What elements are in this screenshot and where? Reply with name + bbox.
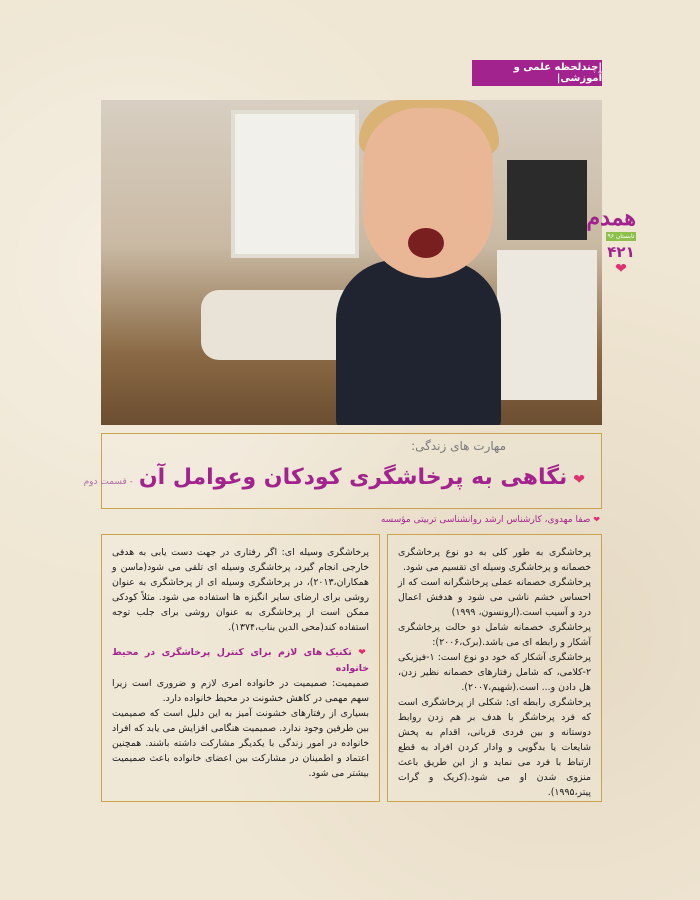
section-tag: |چندلحظه علمی و آموزشی|: [472, 60, 602, 86]
heart-icon: ❤: [573, 472, 585, 488]
paragraph: صمیمیت: صمیمیت در خانواده امری لازم و ضروری است زیرا سهم مهمی در کاهش خشونت در محیط خانواده دارد.: [112, 678, 369, 704]
photo-tv: [507, 160, 587, 240]
author-line: [381, 515, 600, 525]
subheading-text: تکنیک های لازم برای کنترل پرخاشگری در محیط خانواده: [112, 647, 369, 674]
author-text: صفا مهدوی، کارشناس ارشد روانشناسی تربیتی مؤسسه: [380, 515, 591, 525]
subheading: [112, 645, 369, 676]
magazine-season: تابستان ۹۶: [607, 233, 635, 240]
photo-boy-mouth: [408, 228, 444, 258]
magazine-logo: [586, 205, 636, 277]
heart-icon: ❤: [615, 261, 627, 277]
text-column-left: [101, 534, 380, 802]
photo-window: [231, 110, 359, 258]
paragraph: پرخاشگری خصمانه شامل دو حالت پرخاشگری آشکار و رابطه ای می باشد.(برک،۲۰۰۶):: [398, 622, 591, 648]
article-title-row: [84, 465, 585, 490]
paragraph: پرخاشگری خصمانه عملی پرخاشگرانه است که از احساس خشم ناشی می شود و هدفش اعمال درد و آسیب است.(ارونسون، ۱۹۹۹): [398, 577, 591, 618]
magazine-name: همدم: [586, 205, 636, 231]
paragraph: بسیاری از رفتارهای خشونت آمیز به این دلیل است که صمیمیت بین طرفین وجود ندارد. صمیمیت هنگامی افزایش می یابد که افراد خانواده در امور زندگی با یکدیگر مشارکت داشته باشند. همچنین اعتماد و اطمینان در مشارکت بین اعضای خانواده باعث صمیمیت بیشتر می شود.: [112, 708, 369, 779]
heart-icon: ❤: [593, 515, 600, 524]
paragraph: پرخاشگری وسیله ای: اگر رفتاری در جهت دست یابی به هدفی خارجی انجام گیرد، پرخاشگری وسیله ای تلقی می شود(ماسن و همکاران،۲۰۱۳)، در پرخاشگری وسیله ای از پرخاشگری به عنوان روشی برای ارضای سایر انگیزه ها استفاده می شود. مثلاً کودکی ممکن است از پرخاشگری به عنوان روشی برای جلب توجه استفاده کند(محی الدین بناب،۱۳۷۴).: [112, 547, 369, 633]
paragraph: پرخاشگری آشکار که خود دو نوع است: ۱-فیزیکی ۲-کلامی، که شامل رفتارهای خصمانه نظیر زدن، هل دادن و... است.(شهیم،۲۰۰۷).: [398, 652, 591, 693]
text-column-right: [387, 534, 602, 802]
photo-shelf: [497, 250, 597, 400]
article-kicker: مهارت های زندگی:: [411, 439, 506, 453]
heart-icon: ❤: [358, 648, 369, 658]
paragraph: پرخاشگری رابطه ای: شکلی از پرخاشگری است که فرد پرخاشگر با هدف بر هم زدن روابط دوستانه و بین فردی قربانی، اقدام به پخش شایعات یا بدگویی و وادار کردن افراد به قطع ارتباط با فرد می نماید و از این طریق باعث منزوی شدن او می شود.(کریک و گرات پیتر،۱۹۹۵).: [398, 697, 591, 798]
title-box: [83, 433, 602, 509]
page-number: ۴۲۱: [607, 243, 635, 261]
article-title: نگاهی به پرخاشگری کودکان وعوامل آن: [138, 465, 568, 490]
article-photo: [101, 100, 602, 425]
photo-boy-body: [336, 260, 501, 425]
paragraph: پرخاشگری به طور کلی به دو نوع پرخاشگری خصمانه و پرخاشگری وسیله ای تقسیم می شود.: [398, 547, 591, 573]
article-part: - قسمت دوم: [83, 477, 133, 487]
